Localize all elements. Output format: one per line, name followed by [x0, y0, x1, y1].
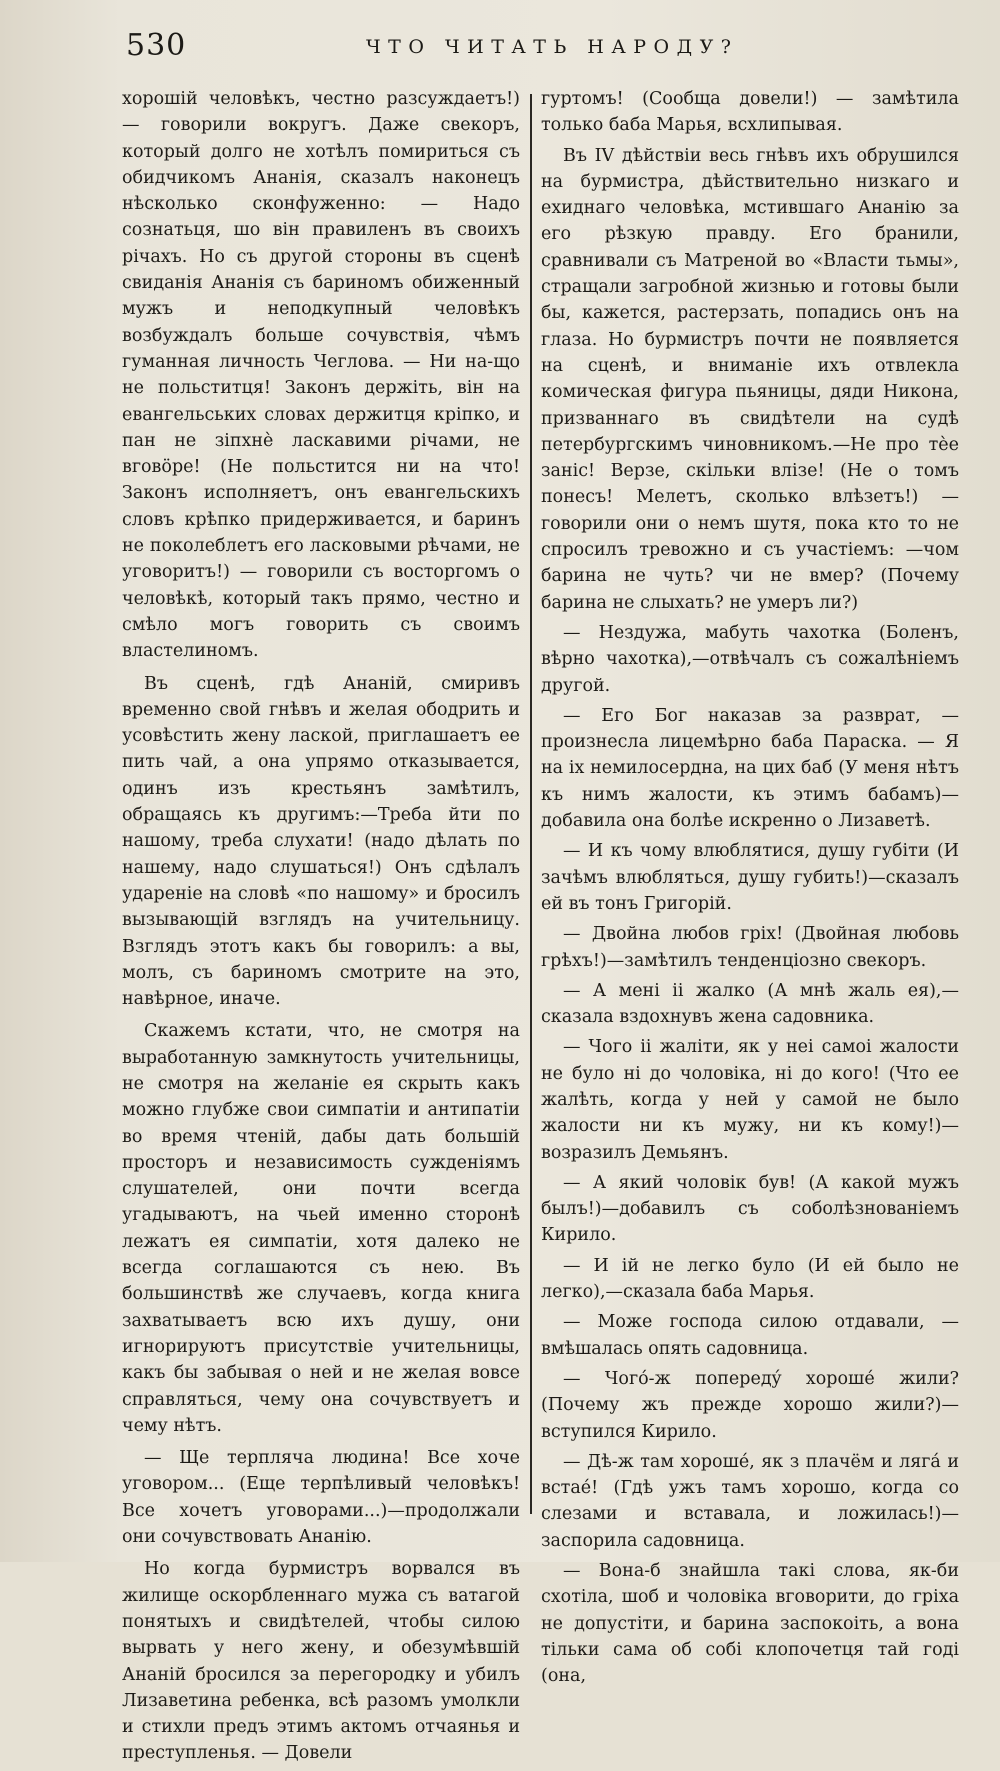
- paragraph: — Вона-б знайшла такi слова, як-би схотiла, шоб и чоловiка вговорити, до грiха не допустiти, и барина заспокоiть, а вона тiльки сама об собi клопочетця тай годi (она,: [541, 1561, 959, 1687]
- paragraph: — Ще терплячa людина! Все хоче уговором... (Еще терпѣливый человѣкъ! Все хочетъ уговорами...)—продолжали они сочувствовать Ананiю.: [122, 1448, 520, 1548]
- paragraph: Въ IV дѣйствiи весь гнѣвъ ихъ обрушился на бурмистра, дѣйствительно низкаго и ехиднаго человѣка, мстившаго Ананiю за его рѣзкую правду. Его бранили, сравнивали съ Матреной во «Власти тьмы», стращали загробной жизнью и готовы были бы, кажется, растерзать, попадись онъ на глаза. Но бурмистръ почти не появляется на сценѣ, и вниманiе ихъ отвлекла комическая фигура пьяницы, дяди Никона, призваннаго въ свидѣтели на судѣ петербургскимъ чиновникомъ.—Не про тѐе занiс! Верзе, скiльки влiзе! (Не о томъ понесъ! Мелетъ, сколько влѣзетъ!) — говорили они о немъ шутя, пока кто то не спросилъ тревожно и съ участiемъ: —чом барина не чуть? чи не вмер? (Почему барина не слыхать? не умеръ ли?): [541, 145, 959, 613]
- paragraph: — Чогó-ж попередý хорошé жили? (Почему жъ прежде хорошо жили?)—вступился Кирило.: [541, 1368, 959, 1442]
- page-number: 530: [126, 28, 187, 63]
- paragraph: хорошiй человѣкъ, честно разсуждаетъ!)— говорили вокругъ. Даже свекоръ, который долго не хотѣлъ помириться съ обидчикомъ Ананiя, сказалъ наконецъ нѣсколько сконфуженно: — Надо сознатьця, шо вiн правиленъ въ своихъ рiчахъ. Но съ другой стороны въ сценѣ свиданiя Ананiя съ бариномъ обиженный мужъ и неподкупный человѣкъ возбуждалъ больше сочувствiя, чѣмъ гуманная личность Чеглова. — Ни на-що не польститця! Законъ держiть, вiн на евангельських словах держитця крiпко, и пан не зiпхнѐ ласкавими рiчами, не вговöре! (Не польстится ни на что! Законъ исполняетъ, онъ евангельскихъ словъ крѣпко придерживается, и баринъ не поколеблетъ его ласковыми рѣчами, не уговоритъ!) — говорили съ восторгомъ о человѣкѣ, который такъ прямо, честно и смѣло могъ говорить съ своимъ властелиномъ.: [122, 89, 520, 662]
- column-divider: [530, 94, 532, 1514]
- paragraph: — Дѣ-ж там хорошé, як з плачём и лягá и встаé! (Гдѣ ужъ тамъ хорошо, когда со слезами и вставала, и ложилась!)—заспорила садовница.: [541, 1451, 959, 1551]
- paragraph: — А менi ii жалко (А мнѣ жаль ея),—сказала вздохнувъ жена садовника.: [541, 980, 959, 1028]
- paragraph: — А який чоловiк бyв! (А какой мужъ былъ!)—добавилъ съ соболѣзнованiемъ Кирило.: [541, 1172, 959, 1246]
- paragraph: Въ сценѣ, гдѣ Ананiй, смиривъ временно свой гнѣвъ и желая ободрить и усовѣстить жену лаской, приглашаетъ ее пить чай, а она упрямо отказывается, одинъ изъ крестьянъ замѣтилъ, обращаясь къ другимъ:—Треба йти по нашому, треба слухати! (надо дѣлать по нашему, надо слушаться!) Онъ сдѣлалъ ударенiе на словѣ «по нашому» и бросилъ вызывающiй взглядъ на учительницу. Взглядъ этотъ какъ бы говорилъ: а вы, молъ, съ бариномъ смотрите на это, навѣрное, иначе.: [122, 673, 520, 1010]
- running-title: ЧТО ЧИТАТЬ НАРОДУ?: [366, 36, 739, 58]
- paragraph: — Чого ii жалiти, як у неi самоi жалости не було нi до чоловiка, нi до кого! (Что ее жалѣть, когда у ней у самой не было жалости ни къ мужу, ни къ кому!)—возразилъ Демьянъ.: [541, 1037, 959, 1163]
- right-column: [541, 86, 959, 1694]
- paragraph: — И iй не легко було (И ей было не легко),—сказала баба Марья.: [541, 1255, 959, 1303]
- paragraph: — Двойна любов грiх! (Двойная любовь грѣхъ!)—замѣтилъ тенденцiозно свекоръ.: [541, 924, 959, 971]
- paragraph: Скажемъ кстати, что, не смотря на выработанную замкнутость учительницы, не смотря на желанiе ея скрыть какъ можно глубже свои симпатiи и антипатiи во время чтенiй, дабы дать большiй просторъ и независимость сужденiямъ слушателей, они почти всегда угадываютъ, на чьей именно сторонѣ лежатъ ея симпатiи, хотя далеко не всегда соглашаются съ нею. Въ большинствѣ же случаевъ, когда книга захватываетъ всю ихъ душу, они игнорируютъ присутствiе учительницы, какъ бы забывая о ней и не желая вовсе справляться, чему она сочувствуетъ и чему нѣтъ.: [122, 1021, 520, 1436]
- paragraph: гуртомъ! (Сообща довели!) — замѣтила только баба Марья, всхлипывая.: [541, 89, 959, 136]
- paragraph: Но когда бурмистръ ворвался въ жилище оскорбленнаго мужа съ ватагой понятыхъ и свидѣтелей, чтобы силою вырвать у него жену, и обезумѣвшiй Ананiй бросился за перегородку и убилъ Лизаветина ребенка, всѣ разомъ умолкли и стихли предъ этимъ актомъ отчаянья и преступленья. — Довели: [122, 1559, 520, 1764]
- paragraph: — Нездужа, мабуть чахотка (Боленъ, вѣрно чахотка),—отвѣчалъ съ сожалѣнiемъ другой.: [541, 622, 959, 696]
- paragraph: — Може господа силою отдавали, — вмѣшалась опять садовница.: [541, 1312, 959, 1359]
- left-column: [122, 86, 520, 1771]
- paragraph: — И къ чому влюблятися, душу губiти (И зачѣмъ влюбляться, душу губить!)—сказалъ ей въ тонъ Григорiй.: [541, 841, 959, 914]
- paragraph: — Его Бог наказав за разврат, — произнесла лицемѣрно баба Параска. — Я на iх немилосердна, на цих баб (У меня нѣтъ къ нимъ жалости, къ этимъ бабамъ)—добавила она болѣе искренно о Лизаветѣ.: [541, 705, 959, 832]
